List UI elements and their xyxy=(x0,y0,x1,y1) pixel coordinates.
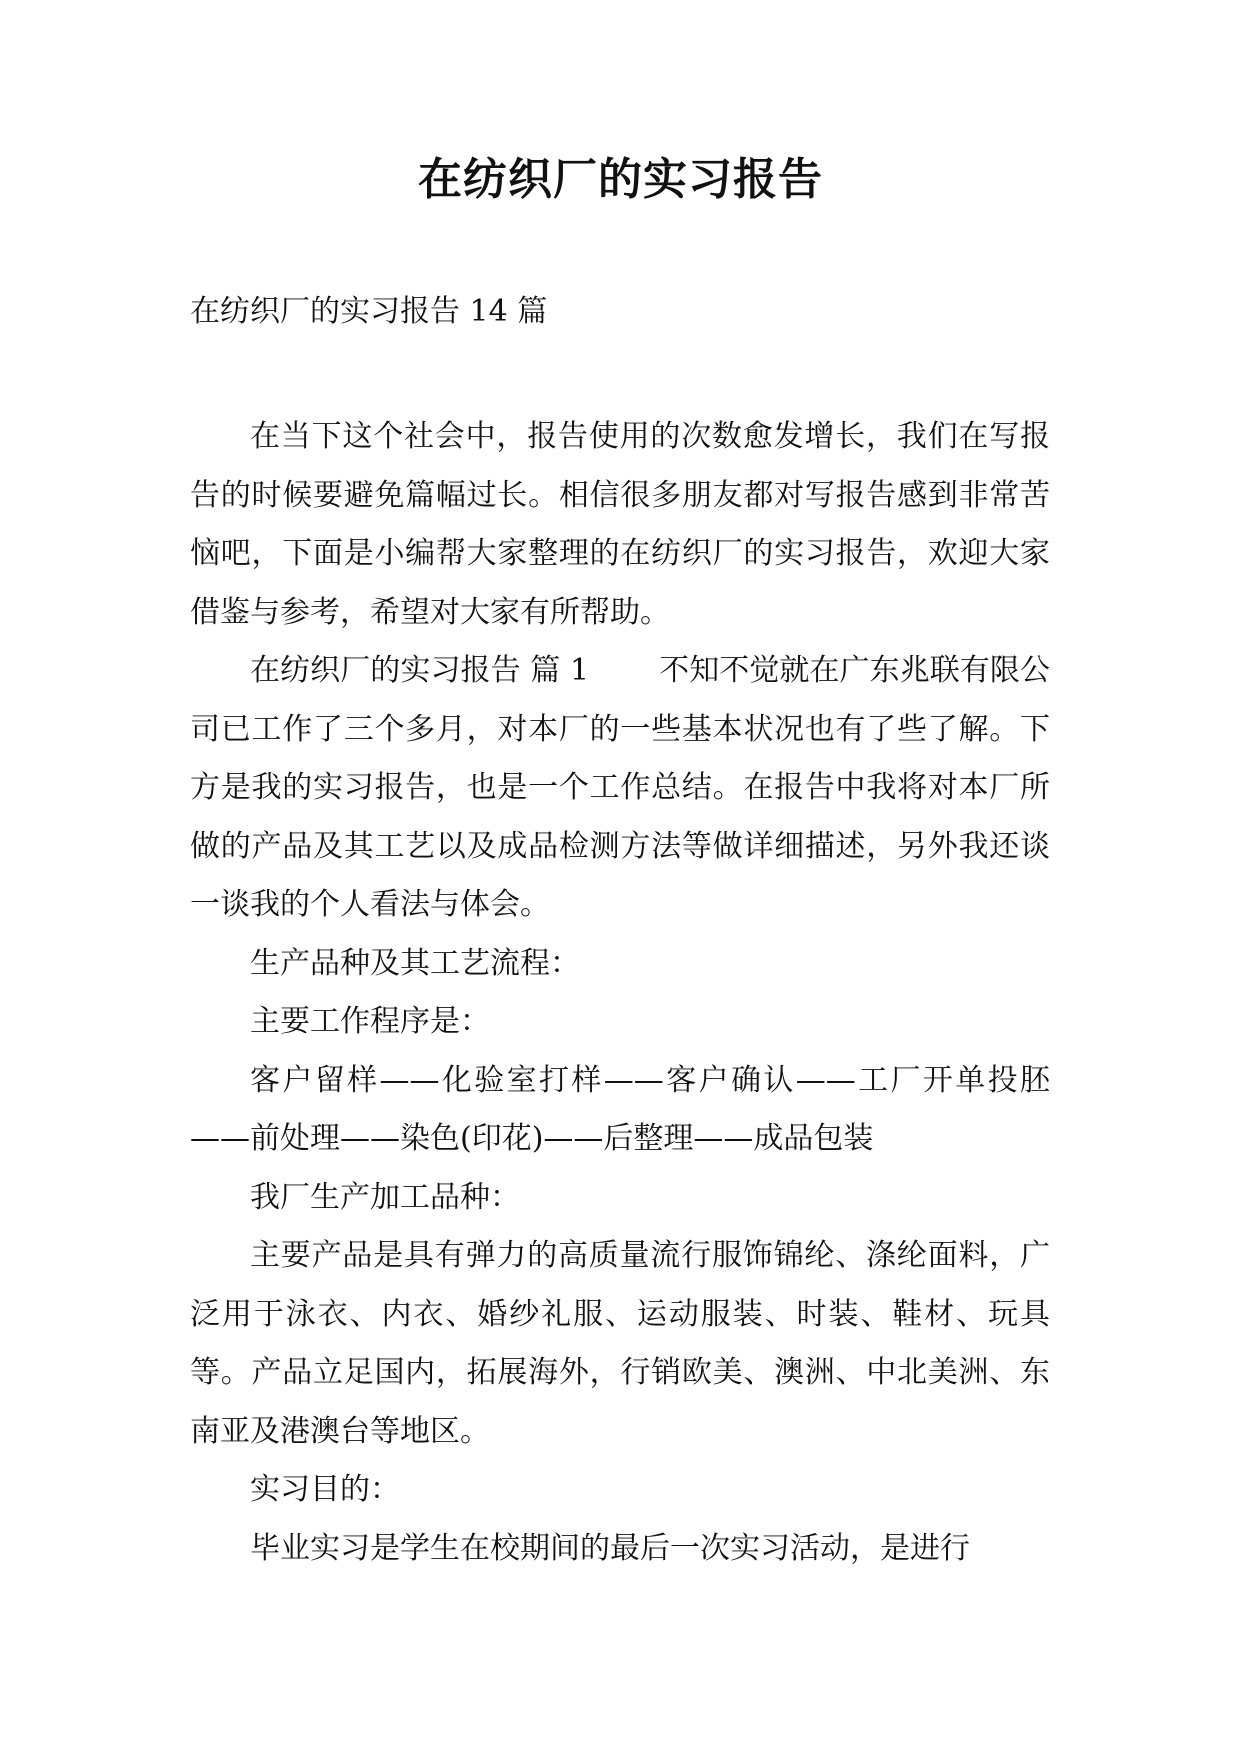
purpose-text: 毕业实习是学生在校期间的最后一次实习活动，是进行 xyxy=(250,1530,970,1566)
purpose-heading: 实习目的： xyxy=(250,1472,400,1507)
process-heading: 生产品种及其工艺流程： xyxy=(250,945,580,981)
intro-paragraph: 在当下这个社会中，报告使用的次数愈发增长，我们在写报告的时候要避免篇幅过长。相信很多朋友都对写报告感到非常苦恼吧，下面是小编帮大家整理的在纺织厂的实习报告，欢迎大家借鉴与参考，希望对大家有所帮助。 xyxy=(190,419,1050,630)
products-heading: 我厂生产加工品种： xyxy=(250,1179,520,1215)
procedure-heading: 主要工作程序是： xyxy=(250,1004,490,1039)
document-body xyxy=(190,408,1050,1578)
section-1-paragraph xyxy=(190,642,1050,935)
products-text: 主要产品是具有弹力的高质量流行服饰锦纶、涤纶面料，广泛用于泳衣、内衣、婚纱礼服、运动服装、时装、鞋材、玩具等。产品立足国内，拓展海外，行销欧美、澳洲、中北美洲、东南亚及港澳台等地区。 xyxy=(190,1238,1050,1449)
procedure-text: 客户留样——化验室打样——客户确认——工厂开单投胚——前处理——染色(印花)——后整理——成品包装 xyxy=(190,1062,1050,1156)
document-title: 在纺织厂的实习报告 xyxy=(418,154,823,205)
section-1-text: 不知不觉就在广东兆联有限公司已工作了三个多月，对本厂的一些基本状况也有了些了解。下方是我的实习报告，也是一个工作总结。在报告中我将对本厂所做的产品及其工艺以及成品检测方法等做详细描述，另外我还谈一谈我的个人看法与体会。 xyxy=(190,653,1050,922)
document-subtitle: 在纺织厂的实习报告 14 篇 xyxy=(190,294,548,329)
section-1-heading: 在纺织厂的实习报告 篇 1 xyxy=(250,653,590,688)
